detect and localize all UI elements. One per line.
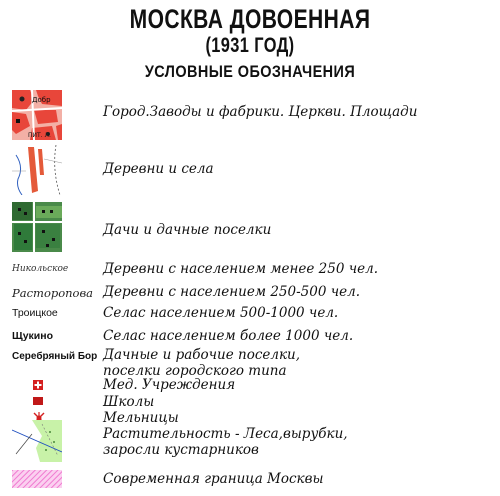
legend-label-selo-medium: Селас населением 500-1000 чел. — [103, 305, 339, 321]
legend-label-settlements — [103, 347, 300, 379]
sample-name-shchukino: Щукино — [12, 330, 54, 342]
legend-row-boundary — [0, 468, 500, 492]
legend-label-selo-large: Селас населением более 1000 чел. — [103, 328, 354, 344]
legend-row-village-medium — [0, 282, 500, 304]
vegetation-swatch — [12, 420, 62, 462]
dacha-swatch — [12, 202, 62, 252]
legend-label-mills: Мельницы — [103, 410, 179, 426]
legend-row-vegetation — [0, 420, 500, 464]
legend-row-villages — [0, 145, 500, 197]
legend-row-village-small — [0, 259, 500, 281]
medical-icon — [33, 380, 43, 390]
legend-label-villages: Деревни и села — [103, 161, 214, 177]
village-swatch — [12, 145, 62, 195]
sample-name-rastoropova: Расторопова — [12, 286, 94, 300]
legend-row-selo-medium — [0, 303, 500, 325]
sample-name-nikolskoe: Никольское — [12, 264, 69, 274]
city-block-swatch — [12, 90, 62, 140]
city-sample-text-2: ПИТ. Л. — [28, 132, 51, 139]
legend-row-settlements — [0, 345, 500, 379]
legend-row-medical — [0, 376, 500, 394]
legend-label-city: Город.Заводы и фабрики. Церкви. Площади — [103, 104, 418, 120]
legend-label-vegetation-line2: заросли кустарников — [103, 442, 259, 458]
legend-label-schools: Школы — [103, 394, 155, 410]
boundary-swatch — [12, 470, 62, 488]
legend-heading: УСЛОВНЫЕ ОБОЗНАЧЕНИЯ — [144, 62, 356, 81]
legend-label-village-small: Деревни с населением менее 250 чел. — [103, 261, 378, 277]
school-icon — [33, 397, 43, 405]
sample-name-serebryany-bor: Серебряный Бор — [12, 351, 98, 362]
legend-label-village-medium: Деревни с населением 250-500 чел. — [103, 284, 360, 300]
legend-label-vegetation — [103, 426, 348, 458]
sample-name-troitskoe: Троицкое — [12, 307, 58, 319]
legend-label-medical: Мед. Учреждения — [103, 377, 236, 393]
legend-label-boundary: Современная граница Москвы — [103, 471, 324, 487]
city-sample-text-1: Добр — [32, 96, 51, 104]
legend-label-settlements-line1: Дачные и рабочие поселки, — [103, 347, 301, 363]
legend-label-vegetation-line1: Растительность - Леса,вырубки, — [103, 426, 348, 442]
map-year: (1931 ГОД) — [205, 34, 295, 57]
legend-row-city — [0, 90, 500, 142]
legend-row-dachas — [0, 202, 500, 254]
legend-label-settlements-line2: поселки городского типа — [103, 363, 287, 379]
map-title: МОСКВА ДОВОЕННАЯ — [129, 4, 371, 34]
legend-label-dachas: Дачи и дачные поселки — [103, 222, 272, 238]
